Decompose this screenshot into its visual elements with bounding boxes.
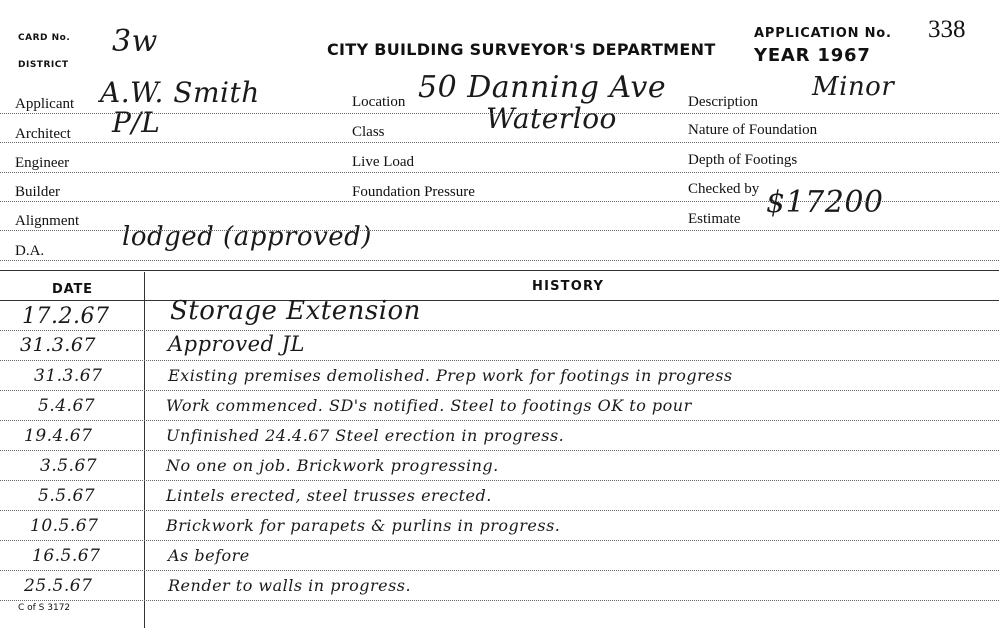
table-row (0, 420, 999, 451)
field-rule (0, 142, 999, 143)
location-label: Location (352, 94, 406, 110)
history-date: 5.4.67 (38, 396, 96, 416)
page-title: CITY BUILDING SURVEYOR'S DEPARTMENT (327, 40, 716, 59)
field-rule (0, 260, 999, 261)
date-column-header: DATE (52, 282, 93, 297)
history-entry: No one on job. Brickwork progressing. (166, 456, 499, 475)
checked-by-label: Checked by (688, 181, 760, 197)
builder-label: Builder (15, 184, 60, 200)
card-no-label: CARD No. (18, 33, 71, 43)
architect-value: P/L (112, 106, 161, 139)
history-entry: As before (168, 546, 250, 565)
card-no-value: 3w (112, 24, 158, 59)
history-entry: Work commenced. SD's notified. Steel to footings OK to pour (166, 396, 692, 415)
history-column-header: HISTORY (532, 279, 605, 294)
field-rule (0, 113, 999, 114)
live-load-label: Live Load (352, 154, 415, 170)
history-date: 16.5.67 (32, 546, 101, 566)
history-date: 31.3.67 (34, 366, 103, 386)
district-label: DISTRICT (18, 60, 69, 70)
history-entry: Brickwork for parapets & purlins in progress. (166, 516, 561, 535)
history-entry: Render to walls in progress. (168, 576, 412, 595)
form-code: C of S 3172 (18, 603, 71, 613)
table-row (0, 480, 999, 511)
history-date: 19.4.67 (24, 426, 93, 446)
history-entry: Existing premises demolished. Prep work for footings in progress (168, 366, 733, 385)
description-label: Description (688, 94, 758, 110)
alignment-label: Alignment (15, 213, 80, 229)
table-row (0, 510, 999, 541)
table-row (0, 330, 999, 361)
architect-label: Architect (15, 126, 71, 142)
field-rule (0, 201, 999, 202)
description-value: Minor (812, 72, 895, 102)
table-row (0, 450, 999, 481)
history-date: 17.2.67 (22, 304, 110, 329)
year-label: YEAR 1967 (754, 45, 871, 66)
table-row (0, 360, 999, 391)
history-separator (0, 270, 999, 271)
foundation-pressure-label: Foundation Pressure (352, 184, 475, 200)
table-row (0, 540, 999, 571)
field-rule (0, 172, 999, 173)
history-entry: Unfinished 24.4.67 Steel erection in progress. (166, 426, 565, 445)
table-row (0, 296, 999, 331)
field-rule (0, 230, 999, 231)
application-number: 338 (928, 16, 966, 43)
location-value-line-2: Waterloo (486, 102, 617, 135)
history-date: 5.5.67 (38, 486, 96, 506)
history-date: 25.5.67 (24, 576, 93, 596)
class-label: Class (352, 124, 385, 140)
nature-of-foundation-label: Nature of Foundation (688, 122, 818, 138)
da-value: lodged (approved) (122, 222, 372, 252)
location-value-line-1: 50 Danning Ave (418, 70, 667, 105)
table-row (0, 390, 999, 421)
applicant-label: Applicant (15, 96, 75, 112)
history-entry: Approved JL (168, 332, 306, 356)
application-label: APPLICATION No. (754, 26, 892, 41)
history-date: 3.5.67 (40, 456, 98, 476)
history-entry: Storage Extension (170, 296, 421, 326)
history-date: 10.5.67 (30, 516, 99, 536)
estimate-value: $17200 (766, 185, 884, 220)
applicant-value: A.W. Smith (100, 76, 260, 109)
depth-of-footings-label: Depth of Footings (688, 152, 798, 168)
da-label: D.A. (15, 243, 45, 259)
estimate-label: Estimate (688, 211, 741, 227)
history-entry: Lintels erected, steel trusses erected. (166, 486, 492, 505)
table-row (0, 570, 999, 601)
history-date: 31.3.67 (20, 334, 97, 356)
engineer-label: Engineer (15, 155, 70, 171)
